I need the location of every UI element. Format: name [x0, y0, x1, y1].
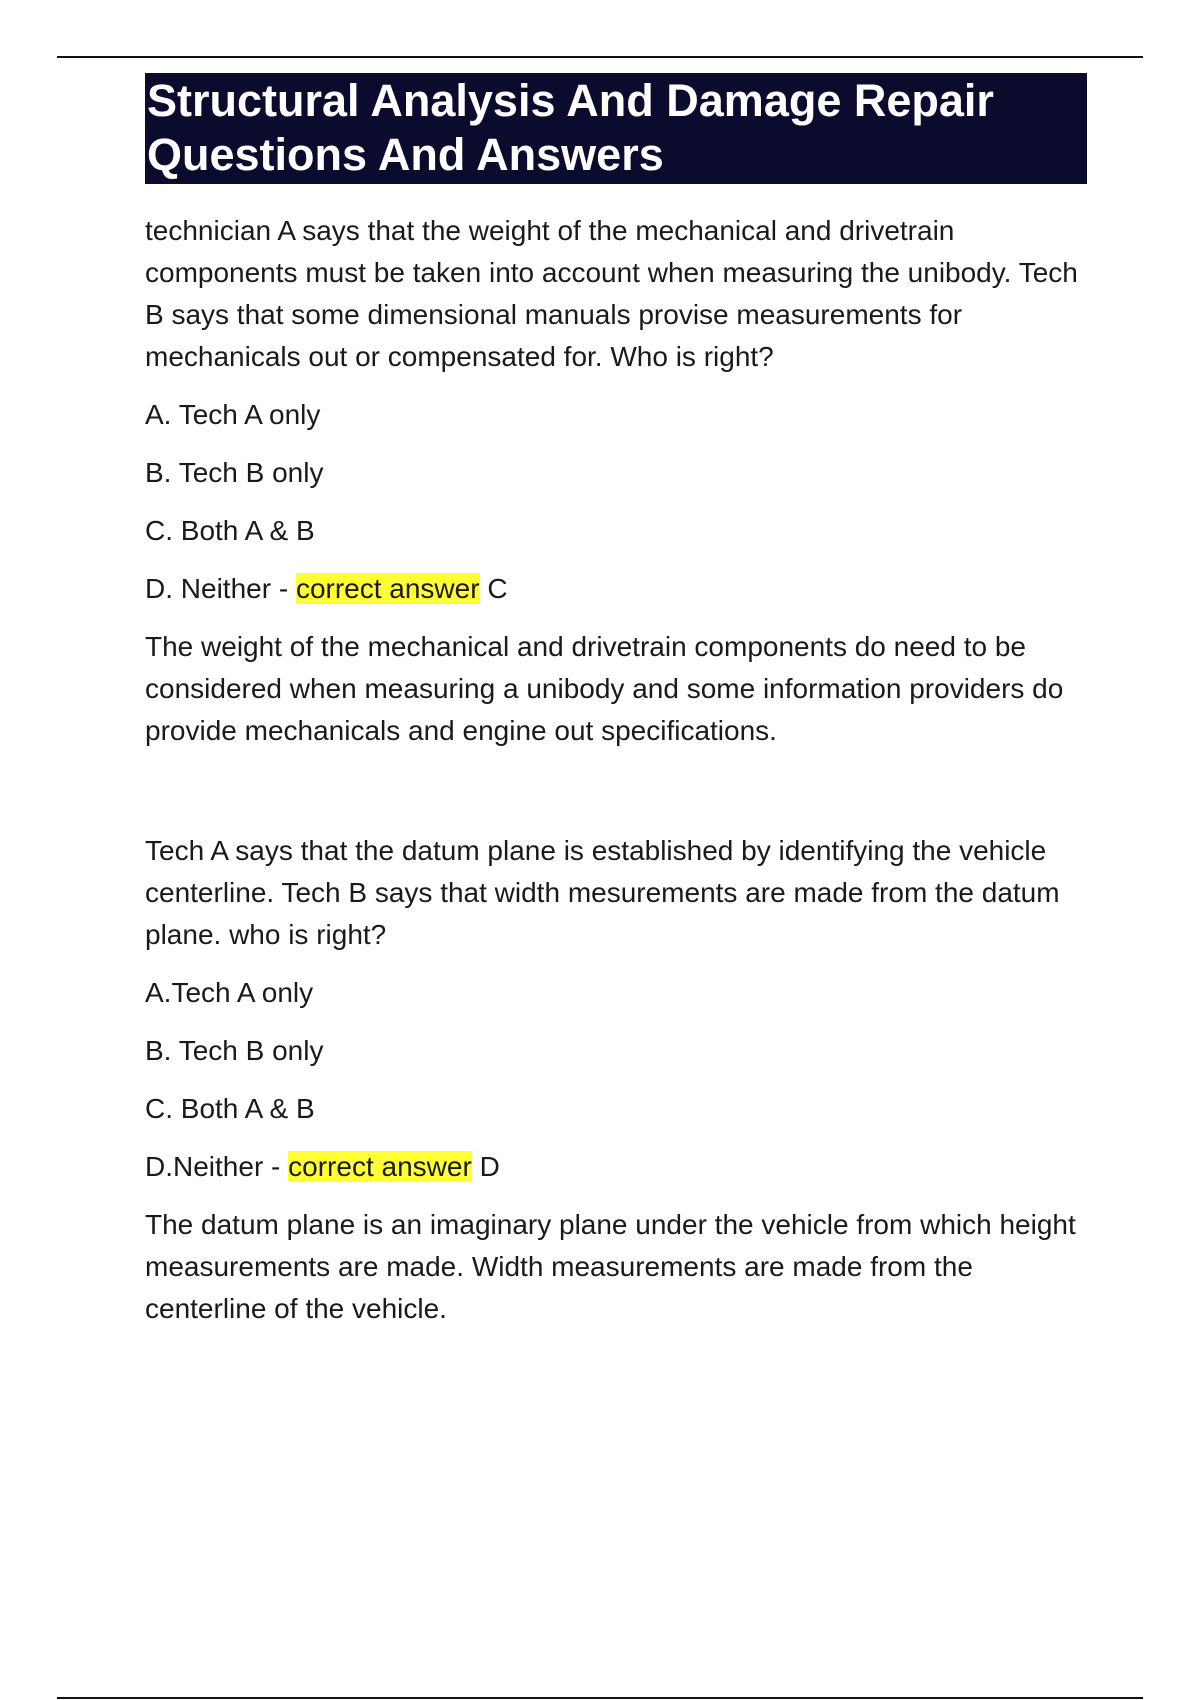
- question-text: technician A says that the weight of the mechanical and drivetrain components must be taken into account when measuring the unibody. Tech B says that some dimensional manuals provise measurements for mechanicals out or compensated for. Who is right?: [145, 215, 1078, 372]
- option-d-label: D. Neither -: [145, 573, 296, 604]
- correct-answer-highlight: correct answer: [288, 1151, 472, 1182]
- option-c: C. Both A & B: [145, 515, 315, 546]
- question-block-2: [145, 830, 1095, 1330]
- answer-explanation: The weight of the mechanical and drivetrain components do need to be considered when measuring a unibody and some information providers do provide mechanicals and engine out specifications.: [145, 631, 1064, 746]
- option-a: A. Tech A only: [145, 399, 321, 430]
- document-title: [145, 73, 1087, 184]
- option-b: B. Tech B only: [145, 457, 324, 488]
- bottom-rule: [57, 1697, 1143, 1699]
- title-line-2: Questions And Answers: [147, 129, 664, 180]
- question-text: Tech A says that the datum plane is established by identifying the vehicle centerline. Tech B says that width mesurements are made from the datum plane. who is right?: [145, 835, 1060, 950]
- option-a: A.Tech A only: [145, 977, 314, 1008]
- top-rule: [57, 56, 1143, 58]
- option-c: C. Both A & B: [145, 1093, 315, 1124]
- correct-answer-highlight: correct answer: [295, 573, 480, 604]
- question-spacer: [145, 768, 1095, 830]
- option-b: B. Tech B only: [145, 1035, 324, 1066]
- title-line-1: Structural Analysis And Damage Repair: [147, 75, 994, 126]
- correct-answer-letter: D: [479, 1151, 500, 1182]
- answer-explanation: The datum plane is an imaginary plane under the vehicle from which height measurements are made. Width measurements are made from the centerline of the vehicle.: [145, 1209, 1076, 1324]
- option-d: [145, 568, 1095, 610]
- document-body: [145, 210, 1095, 1346]
- option-d: [145, 1146, 1095, 1188]
- option-d-label: D.Neither -: [145, 1151, 289, 1182]
- correct-answer-letter: C: [487, 573, 508, 604]
- question-block-1: [145, 210, 1095, 752]
